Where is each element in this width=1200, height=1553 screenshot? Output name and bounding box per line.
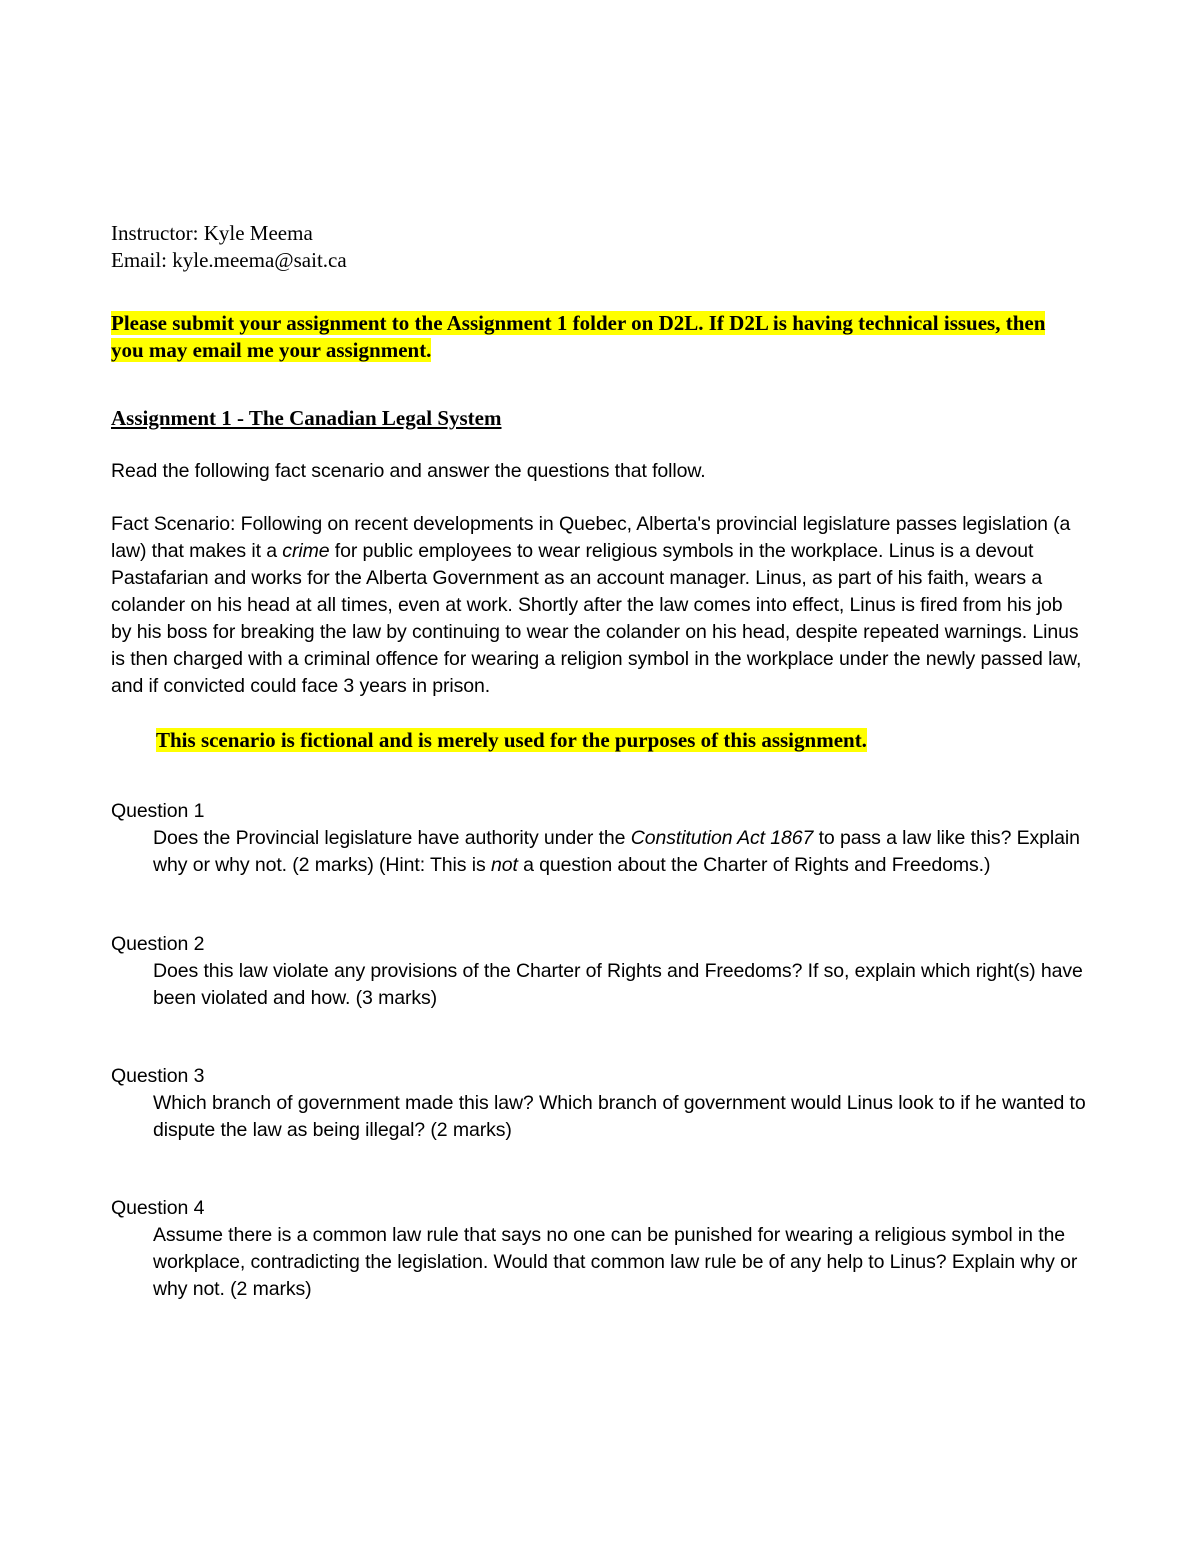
question-1-emphasis-2: not (490, 854, 518, 876)
question-1-part-2: to pass a law like this? Explain why or why not. (2 marks) (Hint: This is (153, 827, 1080, 876)
fact-scenario (111, 511, 1086, 700)
question-4-text: Assume there is a common law rule that says no one can be punished for wearing a religious symbol in the workplace, contradicting the legislation. Would that common law rule be of any help to Linus? Explain why or why not. (2 marks) (153, 1224, 1078, 1300)
submission-notice-text: Please submit your assignment to the Assignment 1 folder on D2L. If D2L is having technical issues, then you may email me your assignment. (111, 311, 1046, 362)
question-1 (111, 798, 1101, 879)
question-3-text: Which branch of government made this law? Which branch of government would Linus look to if he wanted to dispute the law as being illegal? (2 marks) (153, 1092, 1086, 1141)
fact-scenario-part-2: for public employees to wear religious symbols in the workplace. Linus is a devout Pastafarian and works for the Alberta Government as an account manager. Linus, as part of his faith, wears a colander on his head at all times, even at work. Shortly after the law comes into effect, Linus is fired from his job by his boss for breaking the law by continuing to wear the colander on his head, despite repeated warnings. Linus is then charged with a criminal offence for wearing a religion symbol in the workplace under the newly passed law, and if convicted could face 3 years in prison. (111, 540, 1082, 697)
question-1-part-1: Does the Provincial legislature have authority under the (153, 827, 631, 849)
question-1-part-3: a question about the Charter of Rights and Freedoms.) (517, 854, 991, 876)
question-1-text (153, 825, 1093, 879)
question-1-emphasis-1: Constitution Act 1867 (630, 827, 814, 849)
question-4 (111, 1195, 1101, 1303)
instructor-line: Instructor: Kyle Meema (111, 221, 313, 245)
question-3 (111, 1063, 1101, 1144)
fictional-disclaimer (156, 726, 1101, 754)
assignment-title: Assignment 1 - The Canadian Legal System (111, 406, 502, 430)
email-line: Email: kyle.meema@sait.ca (111, 248, 347, 272)
submission-notice (111, 310, 1071, 364)
question-4-label: Question 4 (111, 1197, 205, 1219)
question-2-text: Does this law violate any provisions of the Charter of Rights and Freedoms? If so, explain which right(s) have been violated and how. (3 marks) (153, 960, 1083, 1009)
question-3-label: Question 3 (111, 1065, 205, 1087)
document-page (111, 220, 1101, 1303)
fictional-disclaimer-text: This scenario is fictional and is merely used for the purposes of this assignment. (156, 728, 867, 752)
instructor-info (111, 220, 1101, 274)
instructions-text: Read the following fact scenario and answer the questions that follow. (111, 460, 706, 482)
question-2 (111, 931, 1101, 1012)
fact-scenario-part-1: Fact Scenario: Following on recent developments in Quebec, Alberta's provincial legislature passes legislation (a law) that makes it a (111, 513, 1071, 562)
question-1-label: Question 1 (111, 800, 205, 822)
fact-scenario-emphasis: crime (282, 540, 330, 562)
question-2-label: Question 2 (111, 933, 205, 955)
